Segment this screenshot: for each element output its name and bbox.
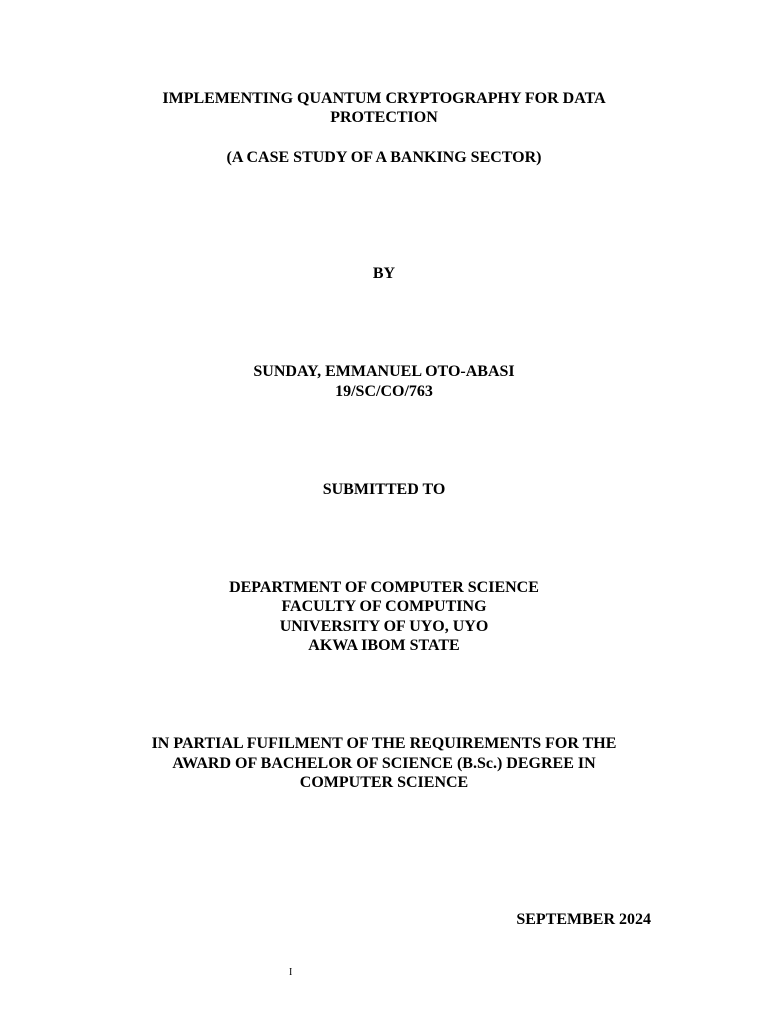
subtitle: (A CASE STUDY OF A BANKING SECTOR) [226, 149, 542, 166]
by-label: BY [372, 265, 396, 282]
author-name: SUNDAY, EMMANUEL OTO-ABASI [253, 363, 515, 380]
purpose-line-2: AWARD OF BACHELOR OF SCIENCE (B.Sc.) DEGREE IN [172, 755, 596, 772]
purpose-line-3: COMPUTER SCIENCE [299, 774, 469, 791]
department: DEPARTMENT OF COMPUTER SCIENCE [229, 579, 539, 596]
university: UNIVERSITY OF UYO, UYO [279, 618, 489, 635]
faculty: FACULTY OF COMPUTING [281, 598, 487, 615]
purpose-line-1: IN PARTIAL FUFILMENT OF THE REQUIREMENTS FOR THE [151, 735, 617, 752]
matric-number: 19/SC/CO/763 [335, 383, 433, 400]
state: AKWA IBOM STATE [308, 637, 460, 654]
submission-date: SEPTEMBER 2024 [516, 911, 651, 928]
page-number: I [289, 967, 293, 978]
title-line-1: IMPLEMENTING QUANTUM CRYPTOGRAPHY FOR DATA [162, 90, 606, 107]
title-line-2: PROTECTION [330, 109, 438, 126]
submitted-label: SUBMITTED TO [322, 481, 446, 498]
